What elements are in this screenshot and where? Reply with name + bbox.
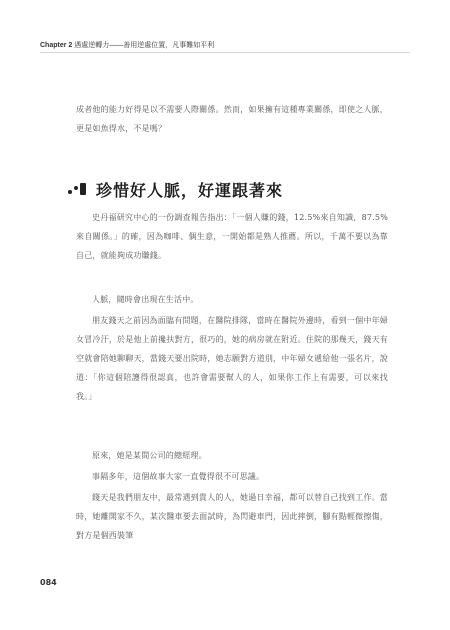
paragraph-3: 朋友錢天之前因為面臨有問題，在醫院排隊，當時在醫院外邊時，看到一個中年婦女冒冷汗，於是他上前攙扶對方，很巧的，她的病房就在附近。住院的那幾天，錢天有空就會陪她聊聊天，當錢天要出院時，她志願對方道別，中年婦女遞給他一張名片，說道：「你這個陪護得很認真，也許會需要幫人的人，如果你工作上有需要，可以來找我。」 bbox=[76, 316, 388, 401]
section-heading-text: 珍惜好人脈，好運跟著來 bbox=[96, 181, 284, 200]
section-heading bbox=[68, 178, 283, 201]
running-head bbox=[40, 40, 214, 50]
chapter-title: 遇處逆轉力——善用逆處位置，凡事難如平利 bbox=[74, 42, 215, 49]
paragraph-2: 人脈，隨時會出現在生活中。 bbox=[92, 295, 199, 304]
paragraph-6: 錢天是我們朋友中，最常遇到貴人的人，她過日幸福，都可以替自己找到工作。當時，她離開家不久，某次醫車要去面試時，為閃避車門，因此摔倒，腳有點輕微擦傷，對方是個西裝筆 bbox=[76, 493, 388, 540]
paragraph-1: 史丹福研究中心的一份調查報告指出：「一個人賺的錢，12.5%來自知識，87.5%來自關係。」的確，因為咖啡、偶生意，一開始都是熟人推薦。所以，千萬不要以為靠自己，就能夠成功賺錢。 bbox=[76, 213, 388, 260]
page-number: 084 bbox=[40, 578, 57, 587]
header-divider bbox=[40, 52, 410, 53]
paragraph-4: 原來，她是某間公司的總經理。 bbox=[92, 451, 207, 460]
section-bullet-icon bbox=[68, 183, 90, 197]
paragraph-5: 事隔多年，這個故事大家一直覺得很不可思議。 bbox=[92, 472, 265, 481]
intro-paragraph: 成者他的能力好得是以不需要人際關係。然而，如果擁有這種專業關係，即使之人脈，更是如魚得水，不是嗎？ bbox=[76, 105, 388, 133]
chapter-label: Chapter 2 bbox=[40, 42, 73, 49]
